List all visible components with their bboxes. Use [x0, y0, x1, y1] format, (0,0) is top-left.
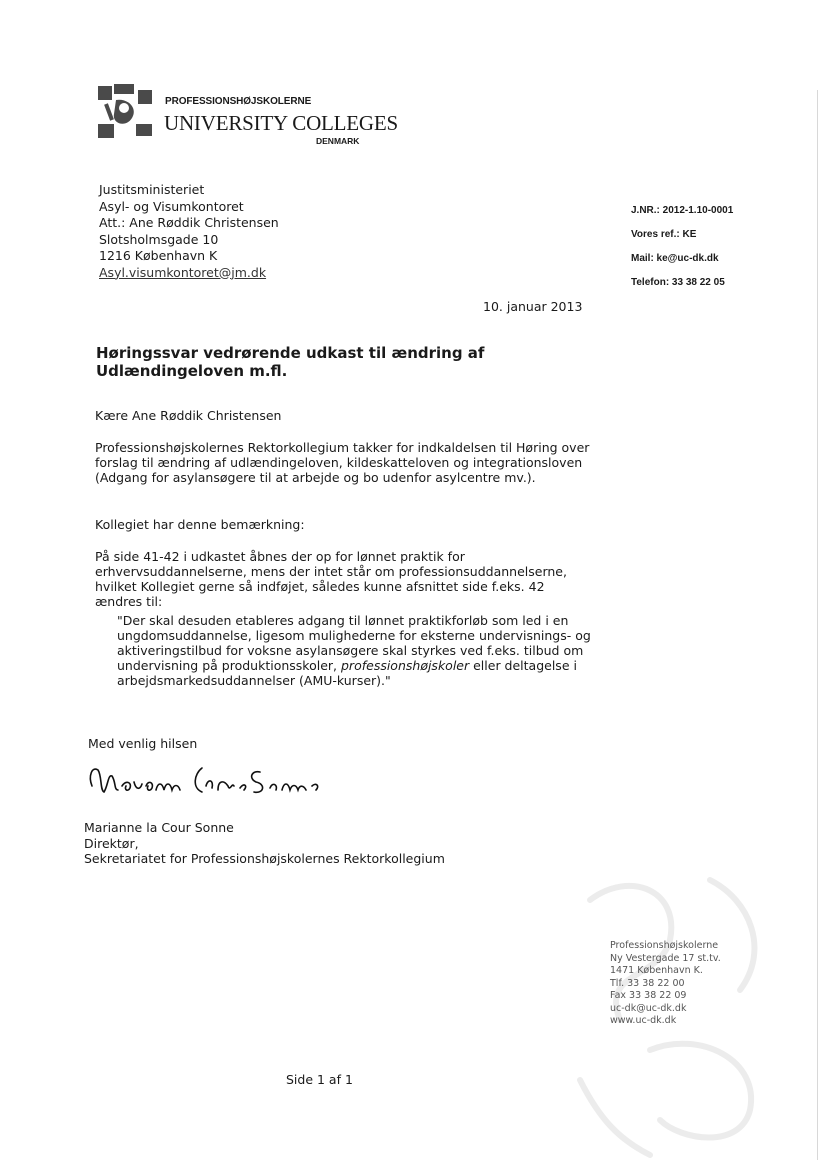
- signer-title: Direktør,: [84, 835, 139, 851]
- kollegiet-paragraph: Kollegiet har denne bemærkning:: [95, 517, 305, 532]
- logo-main-line: UNIVERSITY COLLEGES: [164, 111, 398, 135]
- letter-subject: Høringssvar vedrørende udkast til ændring af Udlændingeloven m.fl.: [96, 344, 485, 380]
- intro-paragraph: Professionshøjskolernes Rektorkollegium takker for indkaldelsen til Høring over forslag til ændring af udlændingeloven, kildeskatteloven og integrationsloven (Adgang for asylansøgere til at arbejde og bo udenfor asylcentre mv.).: [95, 440, 590, 485]
- our-reference: Vores ref.: KE: [631, 229, 697, 240]
- phone-number: Telefon: 33 38 22 05: [631, 277, 725, 288]
- greeting: Kære Ane Røddik Christensen: [95, 408, 282, 423]
- university-colleges-logo-icon: [98, 84, 154, 140]
- letter-date: 10. januar 2013: [483, 299, 583, 314]
- signer-name: Marianne la Cour Sonne: [84, 820, 234, 835]
- signer-block: [84, 820, 445, 867]
- mail-address: Mail: ke@uc-dk.dk: [631, 253, 719, 264]
- recipient-line: Justitsministeriet: [99, 182, 205, 197]
- journal-number: J.NR.: 2012-1.10-0001: [631, 205, 734, 216]
- address-line: 1471 København K.: [610, 965, 703, 976]
- address-line: uc-dk@uc-dk.dk: [610, 1002, 687, 1014]
- page-number: Side 1 af 1: [286, 1072, 353, 1087]
- page-edge-line: [817, 90, 818, 1160]
- quote-text: "Der skal desuden etableres adgang til lønnet praktikforløb som led i en ungdomsuddannelse, ligesom mulighederne for eksterne undervisnings- og aktiveringstilbud for voksne asylansøgere skal styrkes ved f.eks. tilbud om undervisning på produktionsskoler,: [117, 613, 591, 673]
- logo-sub-line: DENMARK: [316, 136, 360, 146]
- sender-address-block: [610, 940, 721, 1028]
- quote-text: eller deltagelse i arbejdsmarkedsuddannelser (AMU-kurser).": [117, 658, 577, 688]
- recipient-line: Slotsholmsgade 10: [99, 231, 219, 247]
- signer-organization: Sekretariatet for Professionshøjskolernes Rektorkollegium: [84, 851, 445, 866]
- closing: Med venlig hilsen: [88, 736, 198, 751]
- reference-block: [631, 205, 733, 301]
- quoted-amendment: [117, 613, 597, 688]
- recipient-line: 1216 København K: [99, 248, 218, 263]
- address-line: Fax 33 38 22 09: [610, 990, 687, 1001]
- recipient-line: Asyl- og Visumkontoret: [99, 198, 244, 214]
- quote-emphasis: professionshøjskoler: [341, 658, 470, 673]
- address-line: Tlf. 33 38 22 00: [610, 977, 685, 989]
- address-line: www.uc-dk.dk: [610, 1015, 677, 1026]
- address-line: Professionshøjskolerne: [610, 940, 719, 951]
- recipient-email-link[interactable]: Asyl.visumkontoret@jm.dk: [99, 264, 267, 280]
- logo-top-line: PROFESSIONSHØJSKOLERNE: [165, 96, 312, 107]
- side-paragraph: På side 41-42 i udkastet åbnes der op for lønnet praktik for erhvervsuddannelserne, mens der intet står om professionsuddannelserne, hvilket Kollegiet gerne så indføjet, således kunne afsnittet side f.eks. 42 ændres til:: [95, 549, 567, 609]
- recipient-line: Att.: Ane Røddik Christensen: [99, 215, 279, 230]
- handwritten-signature: [84, 756, 334, 806]
- address-line: Ny Vestergade 17 st.tv.: [610, 952, 721, 964]
- recipient-address: [99, 182, 279, 281]
